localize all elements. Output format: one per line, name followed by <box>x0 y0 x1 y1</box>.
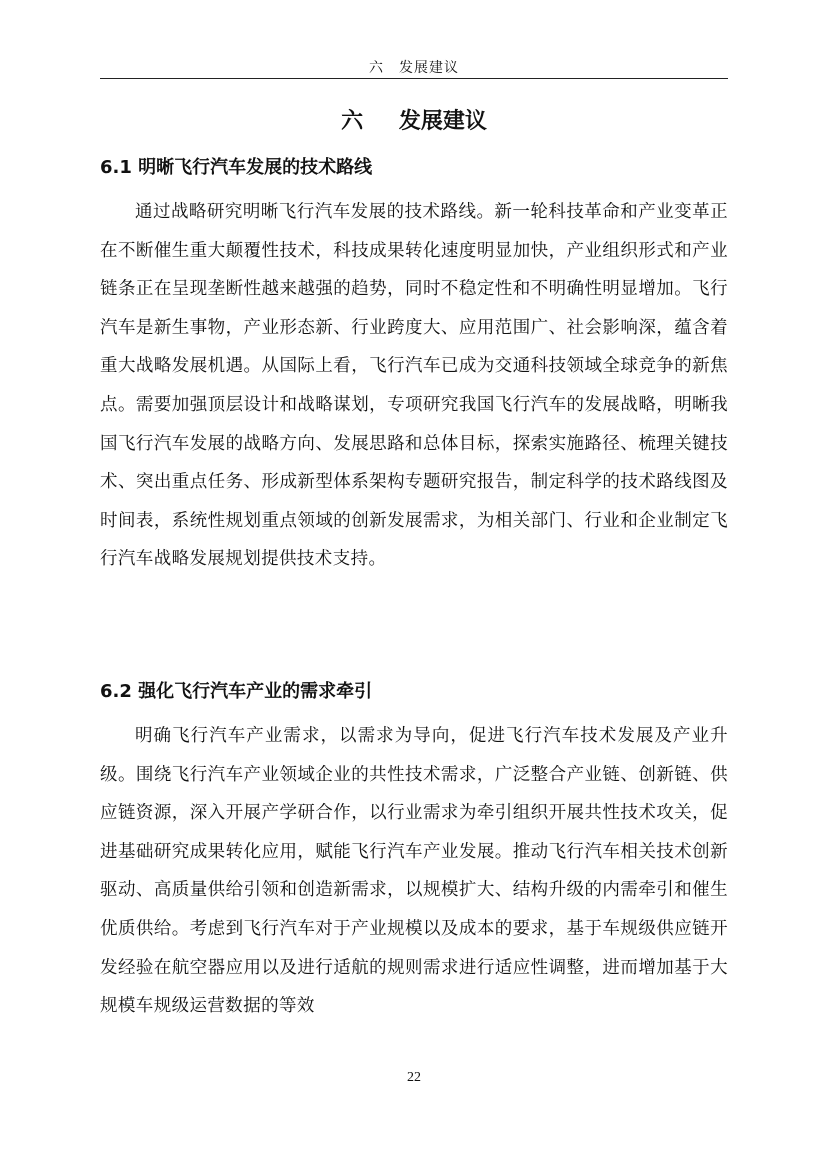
page-number: 22 <box>407 1070 421 1085</box>
section-paragraph-6-1: 通过战略研究明晰飞行汽车发展的技术路线。新一轮科技革命和产业变革正在不断催生重大颠覆性技术，科技成果转化速度明显加快，产业组织形式和产业链条正在呈现垄断性越来越强的趋势，同时不稳定性和不明确性明显增加。飞行汽车是新生事物，产业形态新、行业跨度大、应用范围广、社会影响深，蕴含着重大战略发展机遇。从国际上看，飞行汽车已成为交通科技领域全球竞争的新焦点。需要加强顶层设计和战略谋划，专项研究我国飞行汽车的发展战略，明晰我国飞行汽车发展的战略方向、发展思路和总体目标，探索实施路径、梳理关键技术、突出重点任务、形成新型体系架构专题研究报告，制定科学的技术路线图及时间表，系统性规划重点领域的创新发展需求，为相关部门、行业和企业制定飞行汽车战略发展规划提供技术支持。 <box>100 202 728 570</box>
chapter-title: 六 发展建议 <box>341 109 487 134</box>
section-heading-6-2: 6.2 强化飞行汽车产业的需求牵引 <box>100 681 373 702</box>
header-divider <box>100 78 728 79</box>
section-paragraph-6-2: 明确飞行汽车产业需求，以需求为导向，促进飞行汽车技术发展及产业升级。围绕飞行汽车产业领域企业的共性技术需求，广泛整合产业链、创新链、供应链资源，深入开展产学研合作，以行业需求为牵引组织开展共性技术攻关，促进基础研究成果转化应用，赋能飞行汽车产业发展。推动飞行汽车相关技术创新驱动、高质量供给引领和创造新需求，以规模扩大、结构升级的内需牵引和催生优质供给。考虑到飞行汽车对于产业规模以及成本的要求，基于车规级供应链开发经验在航空器应用以及进行适航的规则需求进行适应性调整，进而增加基于大规模车规级运营数据的等效 <box>100 726 728 1017</box>
running-header: 六 发展建议 <box>369 60 459 76</box>
section-heading-6-1: 6.1 明晰飞行汽车发展的技术路线 <box>100 157 373 178</box>
